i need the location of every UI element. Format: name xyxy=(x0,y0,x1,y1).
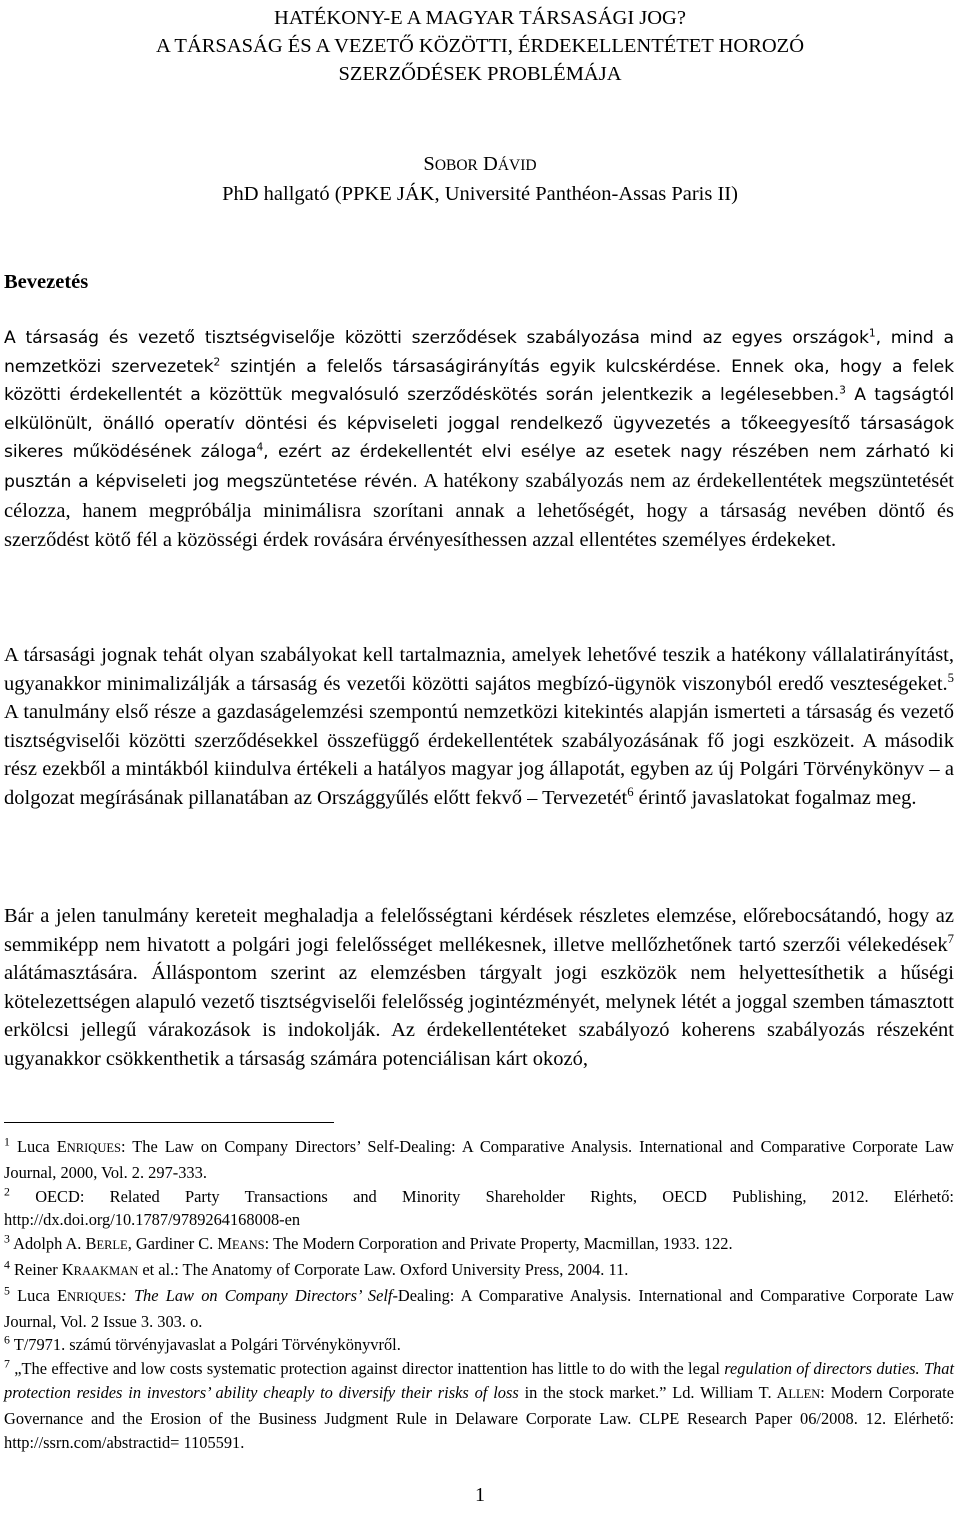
footnote-ref-4: 4 xyxy=(256,440,264,454)
footnote-ref-1: 1 xyxy=(868,326,876,340)
footnote-ref-6: 6 xyxy=(627,785,634,800)
author-block xyxy=(0,150,960,208)
footnote-4: $^4$ Reiner KRAAKMAN et al.: The Anatomy of Corporate Law. Oxford University Press, 2004. 11. xyxy=(4,1257,629,1279)
footnotes xyxy=(4,1135,954,1454)
footnote-ref-2: 2 xyxy=(213,354,221,368)
footnote-1: $^1$ Luca ENRIQUES: The Law on Company Directors’ Self-Dealing: A Comparative Analysis. International and Comparative Corporate Law Journal, 2000, Vol. 2. 297-333. xyxy=(4,1134,955,1182)
title-line-1: HATÉKONY-E A MAGYAR TÁRSASÁGI JOG? xyxy=(274,7,686,29)
footnote-7: $^7$ „The effective and low costs systematic protection against director inattention has little to do with the legal regulation of directors duties. That protection resides in investors’ ability cheaply to diversify their risks of loss in the stock market.” Ld. William T. ALLEN: Modern Corporate Governance and the Erosion of the Business Judgment Rule in Delaware Corporate Law. CLPE Research Paper 06/2008. 12. Elérhető: http://ssrn.com/abstractid= 1105591. xyxy=(4,1356,954,1452)
footnote-3: $^3$ Adolph A. BERLE, Gardiner C. MEANS: The Modern Corporation and Private Property, Macmillan, 1933. 122. xyxy=(4,1231,733,1254)
footnote-ref-5: 5 xyxy=(947,670,954,685)
footnote-5: $^5$ Luca ENRIQUES: The Law on Company Directors’ Self-Dealing: A Comparative Analysis. International and Comparative Corporate Law Journal, Vol. 2 Issue 3. 303. o. xyxy=(4,1283,954,1331)
footnote-ref-7: 7 xyxy=(947,931,954,946)
paragraph-1: A társaság és vezető tisztségviselője közötti szerződések szabályozása mind az egyes országok$^1$, mind a nemzetközi szervezetek$^2$ szintjén a felelős társaságirányítás egyik kulcskérdése. Ennek oka, hogy a felek közötti érdekellentét a közöttük megvalósuló szerződéskötés során jelentkezik a legélesebben.$^3$ A tagságtól elkülönült, önálló operatív döntési és képviseleti joggal rendelkező ügyvezetés a tőkeegyesítő társaságok sikeres működésének záloga$^4$, ezért az érdekellentét elvi esélye az esetek nagy részében nem zárható ki pusztán a képviseleti jog megszüntetése révén. A hatékony szabályozás nem az érdekellentétek megszüntetését célozza, hanem megpróbálja minimálisra szorítani annak a lehetőségét, hogy a társaság nevében döntő és szerződést kötő fél a közösségi érdek rovására érvényesíthessen azzal ellentétes személyes érdekeket. xyxy=(4,326,955,552)
footnote-6: $^6$ T/7971. számú törvényjavaslat a Polgári Törvénykönyvről. xyxy=(4,1332,401,1355)
footnote-separator xyxy=(4,1122,334,1123)
author-name: SOBOR DÁVID xyxy=(423,153,537,175)
section-heading: Bevezetés xyxy=(4,271,89,293)
title-line-3: SZERZŐDÉSEK PROBLÉMÁJA xyxy=(338,63,622,85)
paper-title xyxy=(0,4,960,88)
paragraph-3: Bár a jelen tanulmány kereteit meghaladja a felelősségtani kérdések részletes elemzése, előrebocsátandó, hogy az semmiképp nem hivatott a polgári jogi felelősséget mellékesnek, illetve mellőzhetőnek tartó szerzői vélekedések$^7$ alátámasztására. Álláspontom szerint az elemzésben tárgyalt jogi eszközök nem helyettesíthetik a hűségi kötelezettségen alapuló vezető tisztségviselői felelősség jogintézményét, melynek létét a joggal szemben támasztott erkölcsi jellegű várakozások is indokolják. Az érdekellentéteket szabályozó koherens szabályozás részeként ugyanakkor csökkenthetik a társaság számára potenciálisan kárt okozó, xyxy=(4,905,954,1070)
footnote-2: $^2$ OECD: Related Party Transactions and Minority Shareholder Rights, OECD Publishing, 2012. Elérhető: http://dx.doi.org/10.1787/9789264168008-en xyxy=(4,1184,954,1230)
footnote-ref-3: 3 xyxy=(839,383,846,397)
paragraph-2: A társasági jognak tehát olyan szabályokat kell tartalmaznia, amelyek lehetővé teszik a hatékony vállalatirányítást, ugyanakkor minimalizálják a társaság és vezetői közötti sajátos megbízó-ügynök viszonyból eredő veszteségeket.$^5$ A tanulmány első része a gazdaságelemzési szempontú nemzetközi kitekintés alapján ismerteti a társaság és vezető tisztségviselői közötti szerződésekkel összefüggő érdekellentétek szabályozásának fő jogi eszközeit. A második rész ezekből a mintákból kiindulva értékeli a hatályos magyar jog állapotát, egyben az új Polgári Törvénykönyv – a dolgozat megírásának pillanatában az Országgyűlés előtt fekvő – Tervezetét$^6$ érintő javaslatokat fogalmaz meg. xyxy=(4,644,954,809)
title-line-2: A TÁRSASÁG ÉS A VEZETŐ KÖZÖTTI, ÉRDEKELLENTÉTET HOROZÓ xyxy=(156,35,804,57)
page-number: 1 xyxy=(475,1484,485,1506)
author-affiliation: PhD hallgató (PPKE JÁK, Université Panthéon-Assas Paris II) xyxy=(222,183,738,205)
